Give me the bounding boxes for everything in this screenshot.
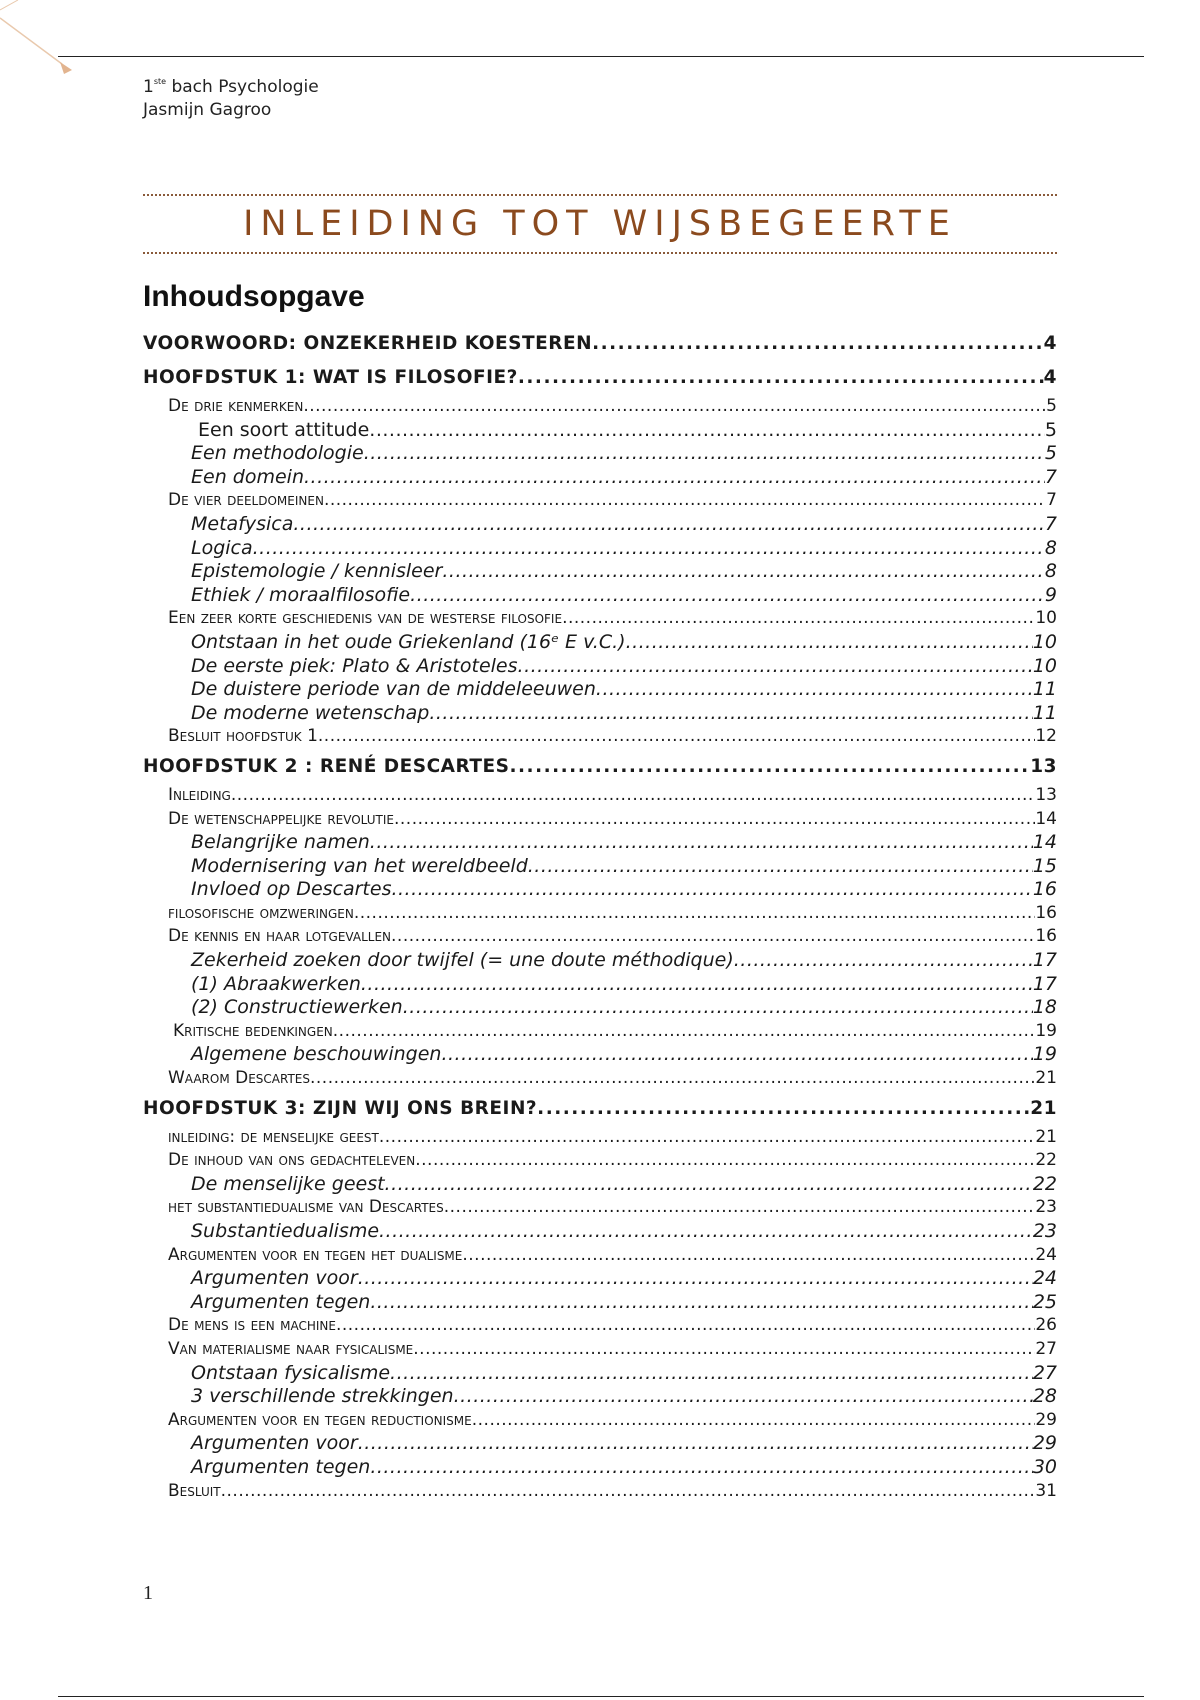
toc-dot-leader xyxy=(370,1291,1033,1315)
toc-dot-leader xyxy=(528,855,1033,879)
toc-entry-label: De kennis en haar lotgevallen xyxy=(168,926,392,947)
toc-entry-page: 31 xyxy=(1035,1480,1057,1501)
toc-entry-label: Substantiedualisme xyxy=(191,1220,380,1242)
toc-dot-leader xyxy=(253,537,1045,561)
toc-entry-label: Ontstaan in het oude Griekenland (16ᵉ E v.C.) xyxy=(191,630,626,653)
toc-dot-leader xyxy=(442,560,1045,584)
toc-entry-label: De duistere periode van de middeleeuwen xyxy=(191,678,596,701)
toc-entry-page: 27 xyxy=(1035,1338,1057,1359)
toc-entry-level-2[interactable] xyxy=(143,1244,1057,1268)
title-box xyxy=(143,194,1057,254)
toc-entry-level-3[interactable] xyxy=(143,949,1057,973)
toc-entry-level-2[interactable] xyxy=(143,1338,1057,1362)
toc-entry-label: HOOFDSTUK 2 : RENÉ DESCARTES xyxy=(143,755,510,777)
toc-dot-leader xyxy=(358,1267,1033,1291)
toc-entry-label: HOOFDSTUK 1: WAT IS FILOSOFIE? xyxy=(143,367,518,388)
toc-entry-page: 13 xyxy=(1035,784,1057,805)
toc-entry-level-3[interactable] xyxy=(143,419,1057,443)
toc-entry-page: 23 xyxy=(1032,1220,1057,1242)
toc-entry-level-1[interactable] xyxy=(143,749,1057,784)
toc-entry-level-1[interactable] xyxy=(143,330,1057,360)
toc-entry-level-2[interactable] xyxy=(143,725,1057,749)
toc-entry-label: Zekerheid zoeken door twijfel (= une doute méthodique) xyxy=(191,949,734,972)
toc-entry-label: Invloed op Descartes xyxy=(191,878,392,901)
toc-entry-level-3[interactable] xyxy=(143,1220,1057,1244)
toc-entry-page: 7 xyxy=(1044,512,1057,535)
toc-entry-page: 10 xyxy=(1032,654,1057,677)
toc-entry-label: Kritische bedenkingen xyxy=(173,1020,333,1041)
toc-entry-level-3[interactable] xyxy=(143,1432,1057,1456)
toc-dot-leader xyxy=(462,1244,1035,1268)
toc-dot-leader xyxy=(304,466,1045,490)
toc-entry-level-2[interactable] xyxy=(143,489,1057,513)
toc-heading: Inhoudsopgave xyxy=(143,280,365,313)
toc-entry-page: 23 xyxy=(1035,1197,1057,1218)
toc-entry-level-1[interactable] xyxy=(143,360,1057,395)
toc-entry-page: 10 xyxy=(1035,608,1057,629)
toc-entry-label: Een zeer korte geschiedenis van de westerse filosofie xyxy=(168,608,563,629)
toc-dot-leader xyxy=(379,1126,1035,1150)
toc-dot-leader xyxy=(441,1043,1032,1067)
toc-entry-page: 14 xyxy=(1035,808,1057,829)
toc-entry-level-3[interactable] xyxy=(143,560,1057,584)
toc-entry-page: 29 xyxy=(1032,1432,1057,1455)
toc-entry-level-2[interactable] xyxy=(143,902,1057,926)
toc-entry-page: 16 xyxy=(1035,926,1057,947)
toc-entry-label: Logica xyxy=(191,536,253,559)
toc-entry-page: 21 xyxy=(1030,1097,1057,1119)
toc-entry-label: Argumenten voor xyxy=(191,1432,358,1455)
toc-entry-label: De wetenschappelijke revolutie xyxy=(168,808,394,829)
toc-entry-page: 7 xyxy=(1044,465,1057,488)
toc-entry-level-3[interactable] xyxy=(143,466,1057,490)
toc-dot-leader xyxy=(472,1409,1036,1433)
toc-entry-label: Besluit xyxy=(168,1480,221,1501)
toc-entry-page: 29 xyxy=(1035,1409,1057,1430)
toc-entry-page: 21 xyxy=(1035,1068,1057,1089)
toc-dot-leader xyxy=(509,749,1030,784)
toc-entry-label: filosofische omzweringen xyxy=(168,902,354,923)
header-rule xyxy=(58,56,1144,57)
toc-dot-leader xyxy=(592,330,1044,358)
toc-entry-page: 4 xyxy=(1043,333,1057,354)
toc-dot-leader xyxy=(394,808,1035,832)
toc-entry-level-3[interactable] xyxy=(143,1291,1057,1315)
toc-entry-page: 19 xyxy=(1035,1020,1057,1041)
toc-entry-label: (1) Abraakwerken xyxy=(191,972,361,995)
toc-dot-leader xyxy=(354,902,1036,926)
toc-entry-label: De moderne wetenschap xyxy=(191,701,430,724)
document-header xyxy=(143,70,319,122)
toc-entry-page: 8 xyxy=(1044,560,1057,583)
toc-entry-label: (2) Constructiewerken xyxy=(191,996,403,1019)
toc-entry-level-3[interactable] xyxy=(143,1385,1057,1409)
toc-dot-leader xyxy=(413,1338,1035,1362)
toc-entry-label: Argumenten voor en tegen het dualisme xyxy=(168,1244,463,1265)
toc-dot-leader xyxy=(444,1196,1036,1220)
toc-entry-level-2[interactable] xyxy=(143,784,1057,808)
toc-dot-leader xyxy=(429,702,1032,726)
toc-entry-label: 3 verschillende strekkingen xyxy=(191,1385,454,1408)
toc-entry-page: 24 xyxy=(1032,1267,1057,1290)
toc-dot-leader xyxy=(336,1314,1035,1338)
toc-dot-leader xyxy=(403,996,1033,1020)
toc-entry-label: Een methodologie xyxy=(191,442,364,465)
toc-entry-page: 19 xyxy=(1032,1043,1057,1066)
toc-dot-leader xyxy=(293,513,1045,537)
toc-entry-level-3[interactable] xyxy=(143,537,1057,561)
toc-entry-label: De inhoud van ons gedachteleven xyxy=(168,1150,416,1171)
toc-entry-label: De drie kenmerken xyxy=(168,396,304,416)
toc-entry-page: 16 xyxy=(1032,878,1057,901)
toc-dot-leader xyxy=(410,584,1045,608)
toc-entry-label: De eerste piek: Plato & Aristoteles xyxy=(191,654,518,677)
toc-entry-page: 11 xyxy=(1032,678,1057,701)
toc-entry-level-2[interactable] xyxy=(143,1067,1057,1091)
toc-entry-page: 4 xyxy=(1043,367,1057,388)
toc-entry-page: 16 xyxy=(1035,902,1057,923)
toc-entry-level-3[interactable] xyxy=(143,513,1057,537)
toc-entry-label: Algemene beschouwingen xyxy=(191,1043,442,1066)
toc-dot-leader xyxy=(370,831,1033,855)
toc-entry-page: 22 xyxy=(1035,1150,1057,1171)
toc-entry-level-3[interactable] xyxy=(143,973,1057,997)
toc-entry-label: Modernisering van het wereldbeeld xyxy=(191,854,528,877)
toc-entry-label: Metafysica xyxy=(191,512,294,535)
toc-entry-level-3[interactable] xyxy=(143,1267,1057,1291)
toc-entry-level-3[interactable] xyxy=(143,631,1057,655)
toc-entry-page: 26 xyxy=(1035,1315,1057,1336)
toc-entry-label: Inleiding xyxy=(168,784,231,805)
footer-rule xyxy=(58,1696,1144,1697)
toc-dot-leader xyxy=(318,725,1035,749)
toc-entry-page: 12 xyxy=(1035,726,1057,747)
toc-entry-label: HOOFDSTUK 3: ZIJN WIJ ONS BREIN? xyxy=(143,1097,538,1119)
toc-entry-page: 22 xyxy=(1032,1172,1057,1195)
toc-dot-leader xyxy=(391,925,1035,949)
toc-entry-label: Ethiek / moraalfilosofie xyxy=(191,583,411,606)
toc-entry-level-2[interactable] xyxy=(143,1196,1057,1220)
toc-entry-label: Argumenten voor xyxy=(191,1267,358,1290)
toc-dot-leader xyxy=(734,949,1033,973)
toc-entry-page: 8 xyxy=(1044,536,1057,559)
toc-entry-level-3[interactable] xyxy=(143,702,1057,726)
toc-dot-leader xyxy=(518,360,1044,395)
corner-fold-mark xyxy=(0,0,80,80)
toc-entry-label: Argumenten voor en tegen reductionisme xyxy=(168,1409,472,1430)
toc-entry-level-2[interactable] xyxy=(143,1020,1057,1044)
toc-entry-level-1[interactable] xyxy=(143,1091,1057,1126)
toc-dot-leader xyxy=(333,1020,1036,1044)
toc-entry-level-3[interactable] xyxy=(143,1173,1057,1197)
toc-entry-label: Epistemologie / kennisleer xyxy=(191,560,443,583)
toc-entry-label: Argumenten tegen xyxy=(191,1290,371,1313)
toc-entry-level-2[interactable] xyxy=(143,1314,1057,1338)
table-of-contents xyxy=(143,330,1057,1503)
toc-entry-level-3[interactable] xyxy=(143,878,1057,902)
header-course: 1ste bach Psychologie xyxy=(143,77,319,97)
toc-entry-label: Belangrijke namen xyxy=(191,831,370,854)
toc-entry-page: 5 xyxy=(1046,396,1057,416)
toc-dot-leader xyxy=(415,1149,1035,1173)
toc-dot-leader xyxy=(310,1067,1035,1091)
toc-entry-level-2[interactable] xyxy=(143,395,1057,419)
toc-entry-level-2[interactable] xyxy=(143,1480,1057,1504)
toc-entry-page: 27 xyxy=(1032,1361,1057,1384)
toc-entry-level-2[interactable] xyxy=(143,1126,1057,1150)
toc-entry-level-3[interactable] xyxy=(143,1043,1057,1067)
toc-entry-level-3[interactable] xyxy=(143,831,1057,855)
toc-entry-level-3[interactable] xyxy=(143,442,1057,466)
toc-entry-level-3[interactable] xyxy=(143,678,1057,702)
toc-entry-page: 18 xyxy=(1032,996,1057,1019)
toc-dot-leader xyxy=(221,1480,1036,1504)
toc-entry-label: Besluit hoofdstuk 1 xyxy=(168,726,318,747)
toc-entry-page: 9 xyxy=(1044,583,1057,606)
toc-dot-leader xyxy=(379,1220,1033,1244)
toc-entry-level-2[interactable] xyxy=(143,925,1057,949)
toc-entry-page: 24 xyxy=(1035,1244,1057,1265)
toc-entry-page: 10 xyxy=(1032,630,1057,653)
document-title: INLEIDING TOT WIJSBEGEERTE xyxy=(243,204,957,244)
toc-entry-page: 7 xyxy=(1046,490,1057,511)
toc-entry-label: Ontstaan fysicalisme xyxy=(191,1361,391,1384)
toc-entry-label: Een soort attitude xyxy=(198,418,370,441)
toc-entry-page: 21 xyxy=(1035,1126,1057,1147)
toc-entry-label: Argumenten tegen xyxy=(191,1455,371,1478)
toc-dot-leader xyxy=(385,1173,1033,1197)
toc-entry-page: 30 xyxy=(1032,1455,1057,1478)
toc-dot-leader xyxy=(562,607,1035,631)
toc-entry-level-2[interactable] xyxy=(143,607,1057,631)
toc-entry-page: 5 xyxy=(1044,442,1057,465)
toc-entry-page: 15 xyxy=(1032,854,1057,877)
toc-entry-page: 14 xyxy=(1032,831,1057,854)
toc-entry-level-3[interactable] xyxy=(143,996,1057,1020)
toc-entry-level-3[interactable] xyxy=(143,584,1057,608)
toc-entry-label: Een domein xyxy=(191,465,304,488)
page-number: 1 xyxy=(143,1582,153,1604)
toc-dot-leader xyxy=(358,1432,1033,1456)
toc-entry-level-3[interactable] xyxy=(143,1362,1057,1386)
toc-dot-leader xyxy=(364,442,1045,466)
toc-entry-page: 17 xyxy=(1032,972,1057,995)
header-author: Jasmijn Gagroo xyxy=(143,100,272,120)
toc-entry-label: VOORWOORD: ONZEKERHEID KOESTEREN xyxy=(143,333,593,354)
toc-dot-leader xyxy=(361,973,1033,997)
toc-entry-level-3[interactable] xyxy=(143,1456,1057,1480)
toc-dot-leader xyxy=(391,878,1032,902)
toc-entry-page: 28 xyxy=(1032,1385,1057,1408)
toc-dot-leader xyxy=(303,395,1046,419)
toc-entry-page: 17 xyxy=(1032,949,1057,972)
toc-entry-level-2[interactable] xyxy=(143,1409,1057,1433)
toc-entry-label: De mens is een machine xyxy=(168,1315,336,1336)
toc-dot-leader xyxy=(231,784,1036,808)
toc-dot-leader xyxy=(390,1362,1033,1386)
toc-dot-leader xyxy=(370,1456,1033,1480)
toc-entry-page: 13 xyxy=(1030,755,1057,777)
toc-entry-level-3[interactable] xyxy=(143,855,1057,879)
toc-dot-leader xyxy=(596,678,1033,702)
toc-dot-leader xyxy=(369,419,1045,443)
toc-dot-leader xyxy=(518,655,1033,679)
toc-entry-page: 5 xyxy=(1044,418,1057,441)
toc-dot-leader xyxy=(324,489,1046,513)
toc-entry-level-2[interactable] xyxy=(143,808,1057,832)
toc-entry-label: inleiding: de menselijke geest xyxy=(168,1126,379,1147)
toc-dot-leader xyxy=(626,631,1033,655)
toc-entry-page: 25 xyxy=(1032,1290,1057,1313)
toc-dot-leader xyxy=(537,1091,1030,1126)
toc-entry-label: Waarom Descartes xyxy=(168,1068,310,1089)
toc-entry-label: De menselijke geest xyxy=(191,1172,385,1195)
toc-dot-leader xyxy=(454,1385,1033,1409)
toc-entry-page: 11 xyxy=(1032,701,1057,724)
toc-entry-level-3[interactable] xyxy=(143,655,1057,679)
toc-entry-label: het substantiedualisme van Descartes xyxy=(168,1197,444,1218)
toc-entry-level-2[interactable] xyxy=(143,1149,1057,1173)
toc-entry-label: Van materialisme naar fysicalisme xyxy=(168,1338,414,1359)
toc-entry-label: De vier deeldomeinen xyxy=(168,490,324,511)
